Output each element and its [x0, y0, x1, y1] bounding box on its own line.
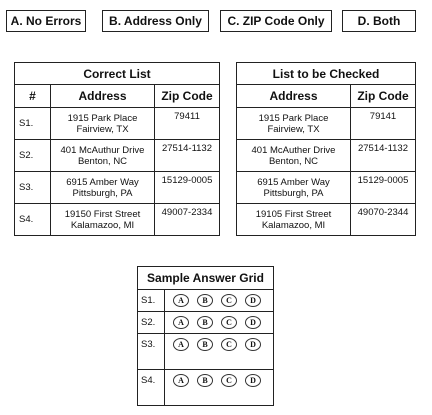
- address-cell: 19150 First Street Kalamazoo, MI: [51, 204, 155, 236]
- zip-cell: 79411: [155, 108, 220, 140]
- answer-row: [138, 370, 274, 406]
- table-row: [237, 108, 416, 140]
- table-row: [15, 108, 220, 140]
- row-id: S1.: [15, 108, 51, 140]
- answer-bubble-b[interactable]: B: [197, 374, 213, 387]
- answer-bubble-a[interactable]: A: [173, 294, 189, 307]
- answer-bubble-d[interactable]: D: [245, 374, 261, 387]
- address-cell: 6915 Amber Way Pittsburgh, PA: [237, 172, 351, 204]
- correct-list-title: Correct List: [15, 63, 220, 85]
- answer-bubble-d[interactable]: D: [245, 294, 261, 307]
- answer-bubble-a[interactable]: A: [173, 316, 189, 329]
- zip-header: Zip Code: [155, 85, 220, 108]
- answer-row-id: S1.: [138, 290, 165, 312]
- table-row: [237, 172, 416, 204]
- option-c-box: C. ZIP Code Only: [220, 10, 332, 32]
- option-b-box: B. Address Only: [102, 10, 209, 32]
- answer-row: [138, 334, 274, 370]
- option-a-box: A. No Errors: [6, 10, 86, 32]
- option-d-box: D. Both: [342, 10, 416, 32]
- answer-bubble-a[interactable]: A: [173, 338, 189, 351]
- table-row: [15, 140, 220, 172]
- answer-row-id: S2.: [138, 312, 165, 334]
- answer-bubble-a[interactable]: A: [173, 374, 189, 387]
- address-cell: 1915 Park Place Fairview, TX: [51, 108, 155, 140]
- table-row: [237, 140, 416, 172]
- answer-grid-title: Sample Answer Grid: [138, 267, 274, 290]
- address-cell: 401 McAuthur Drive Benton, NC: [51, 140, 155, 172]
- answer-row: [138, 312, 274, 334]
- address-cell: 1915 Park Place Fairview, TX: [237, 108, 351, 140]
- zip-cell: 27514-1132: [351, 140, 416, 172]
- answer-bubble-c[interactable]: C: [221, 316, 237, 329]
- zip-cell: 49070-2344: [351, 204, 416, 236]
- table-row: [15, 172, 220, 204]
- address-cell: 19105 First Street Kalamazoo, MI: [237, 204, 351, 236]
- check-list-table: [236, 62, 416, 236]
- answer-row: [138, 290, 274, 312]
- answer-bubble-c[interactable]: C: [221, 294, 237, 307]
- zip-cell: 27514-1132: [155, 140, 220, 172]
- zip-cell: 49007-2334: [155, 204, 220, 236]
- table-row: [237, 204, 416, 236]
- address-header: Address: [51, 85, 155, 108]
- answer-bubble-d[interactable]: D: [245, 338, 261, 351]
- table-row: [15, 204, 220, 236]
- answer-bubble-d[interactable]: D: [245, 316, 261, 329]
- check-list-title: List to be Checked: [237, 63, 416, 85]
- zip-cell: 79141: [351, 108, 416, 140]
- answer-grid: [137, 266, 274, 406]
- zip-cell: 15129-0005: [351, 172, 416, 204]
- number-header: #: [15, 85, 51, 108]
- answer-row-id: S4.: [138, 370, 165, 406]
- address-header: Address: [237, 85, 351, 108]
- answer-bubble-b[interactable]: B: [197, 316, 213, 329]
- answer-bubble-c[interactable]: C: [221, 374, 237, 387]
- answer-bubble-c[interactable]: C: [221, 338, 237, 351]
- answer-bubble-b[interactable]: B: [197, 294, 213, 307]
- zip-header: Zip Code: [351, 85, 416, 108]
- correct-list-table: [14, 62, 220, 236]
- row-id: S3.: [15, 172, 51, 204]
- row-id: S4.: [15, 204, 51, 236]
- answer-bubble-b[interactable]: B: [197, 338, 213, 351]
- address-cell: 401 McAuther Drive Benton, NC: [237, 140, 351, 172]
- row-id: S2.: [15, 140, 51, 172]
- address-cell: 6915 Amber Way Pittsburgh, PA: [51, 172, 155, 204]
- answer-row-id: S3.: [138, 334, 165, 370]
- zip-cell: 15129-0005: [155, 172, 220, 204]
